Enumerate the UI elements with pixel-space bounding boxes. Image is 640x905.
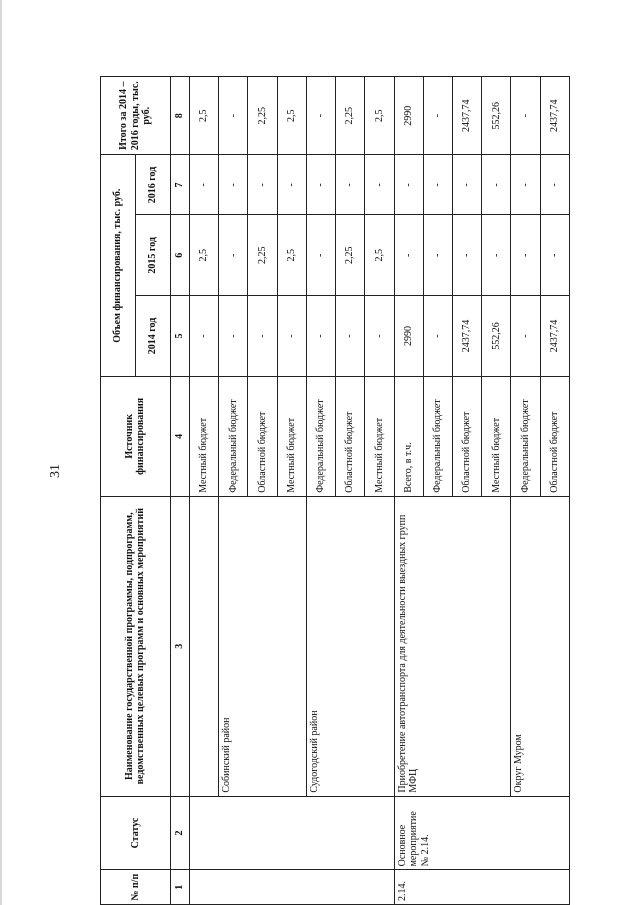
cell-total: 2,25 [248, 77, 277, 155]
table-row [189, 77, 218, 905]
cell-2014: - [248, 296, 277, 377]
cell-total: 2990 [394, 77, 423, 155]
cell-total: 2437,74 [452, 77, 481, 155]
cell-2016: - [423, 155, 452, 215]
cell-2016: - [189, 155, 218, 215]
cell-source: Областной бюджет [540, 376, 569, 496]
header-name: Наименование государственной программы, подпрограмм, ведомственных целевых программ и основных мероприятий [101, 496, 171, 796]
rotated-table-container [100, 76, 570, 905]
table-row [219, 77, 248, 905]
cell-total: - [219, 77, 248, 155]
cell-total: 552,26 [482, 77, 511, 155]
cell-2014: - [511, 296, 540, 377]
cell-2016: - [219, 155, 248, 215]
header-num: № п/п [101, 870, 171, 905]
cell-2015: 2,5 [365, 215, 394, 296]
cell-district-sudogodsky: Судогодский район [306, 496, 394, 796]
scan-edge [0, 0, 2, 905]
cell-2015: - [394, 215, 423, 296]
cell-2014: - [189, 296, 218, 377]
cell-2014: - [219, 296, 248, 377]
cell-2014: 2990 [394, 296, 423, 377]
header-2016: 2016 год [135, 155, 170, 215]
cell-status-empty [189, 796, 394, 870]
cell-total: - [423, 77, 452, 155]
cell-total: 2,5 [365, 77, 394, 155]
cell-source: Областной бюджет [452, 376, 481, 496]
table-row [306, 77, 335, 905]
cell-source: Всего, в т.ч. [394, 376, 423, 496]
table-row [394, 77, 423, 905]
cell-2014: - [306, 296, 335, 377]
cell-source: Областной бюджет [248, 376, 277, 496]
table-row [511, 77, 540, 905]
header-total: Итого за 2014 – 2016 годы, тыс. руб. [101, 77, 171, 155]
cell-source: Местный бюджет [189, 376, 218, 496]
cell-item-status: Основное мероприятие № 2.14. [394, 796, 570, 870]
funding-table [100, 76, 570, 905]
cell-total: - [511, 77, 540, 155]
cell-total: - [306, 77, 335, 155]
column-number: 6 [170, 215, 189, 296]
cell-source: Местный бюджет [482, 376, 511, 496]
cell-2016: - [394, 155, 423, 215]
header-2015: 2015 год [135, 215, 170, 296]
cell-2016: - [336, 155, 365, 215]
cell-district-murom: Округ Муром [511, 496, 570, 796]
cell-2014: - [336, 296, 365, 377]
cell-2016: - [306, 155, 335, 215]
column-number: 8 [170, 77, 189, 155]
cell-source: Областной бюджет [336, 376, 365, 496]
cell-2016: - [365, 155, 394, 215]
cell-2015: - [511, 215, 540, 296]
cell-source: Местный бюджет [365, 376, 394, 496]
cell-total: 2437,74 [540, 77, 569, 155]
cell-item-num: 2.14. [394, 870, 570, 905]
column-number: 5 [170, 296, 189, 377]
cell-2015: 2,25 [336, 215, 365, 296]
cell-2015: - [306, 215, 335, 296]
cell-district-sobinsky: Собинский район [219, 496, 307, 796]
cell-num-empty [189, 870, 394, 905]
cell-2014: - [277, 296, 306, 377]
cell-source: Федеральный бюджет [219, 376, 248, 496]
cell-2015: - [423, 215, 452, 296]
cell-2016: - [540, 155, 569, 215]
cell-2014: 552,26 [482, 296, 511, 377]
cell-total: 2,5 [189, 77, 218, 155]
header-source: Источник финансирования [101, 376, 171, 496]
cell-2015: - [482, 215, 511, 296]
header-funding: Объем финансирования, тыс. руб. [101, 155, 136, 376]
cell-source: Федеральный бюджет [511, 376, 540, 496]
cell-2015: 2,25 [248, 215, 277, 296]
cell-2015: 2,5 [277, 215, 306, 296]
cell-2015: - [219, 215, 248, 296]
cell-2016: - [248, 155, 277, 215]
cell-2014: 2437,74 [540, 296, 569, 377]
cell-source: Местный бюджет [277, 376, 306, 496]
cell-2014: - [423, 296, 452, 377]
cell-2016: - [482, 155, 511, 215]
column-number: 2 [170, 796, 189, 870]
cell-name-empty [189, 496, 218, 796]
cell-2016: - [452, 155, 481, 215]
cell-2015: - [452, 215, 481, 296]
cell-total: 2,25 [336, 77, 365, 155]
column-number: 7 [170, 155, 189, 215]
cell-2014: 2437,74 [452, 296, 481, 377]
cell-2016: - [511, 155, 540, 215]
page-number: 31 [48, 464, 63, 478]
column-number: 1 [170, 870, 189, 905]
cell-2016: - [277, 155, 306, 215]
column-number: 4 [170, 376, 189, 496]
header-2014: 2014 год [135, 296, 170, 377]
header-status: Статус [101, 796, 171, 870]
cell-total: 2,5 [277, 77, 306, 155]
cell-item-name: Приобретение автотранспорта для деятельности выездных групп МФЦ [394, 496, 511, 796]
cell-source: Федеральный бюджет [423, 376, 452, 496]
cell-2014: - [365, 296, 394, 377]
cell-2015: - [540, 215, 569, 296]
cell-2015: 2,5 [189, 215, 218, 296]
column-number: 3 [170, 496, 189, 796]
cell-source: Федеральный бюджет [306, 376, 335, 496]
